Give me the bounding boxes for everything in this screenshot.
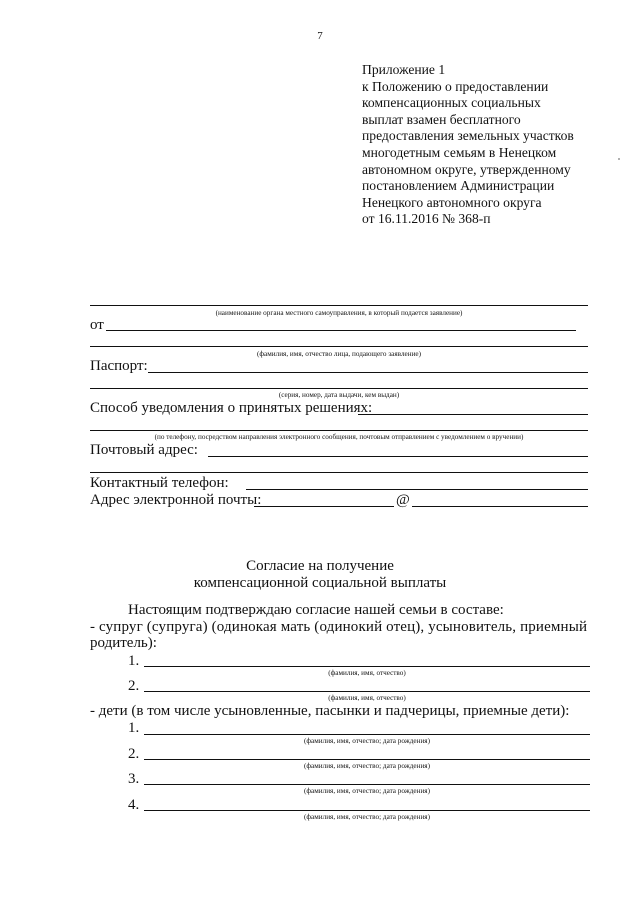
child-hint: (фамилия, имя, отчество; дата рождения) xyxy=(303,813,431,821)
passport-label: Паспорт: xyxy=(90,358,148,374)
child-name-field[interactable] xyxy=(144,759,590,760)
page-number: 7 xyxy=(317,30,323,42)
child-number: 3. xyxy=(128,771,140,787)
email-domain-field[interactable] xyxy=(412,506,588,507)
address-label: Почтовый адрес: xyxy=(90,442,198,458)
appendix-line: автономном округе, утвержденному xyxy=(362,161,571,177)
notify-field-2[interactable] xyxy=(90,430,588,431)
scan-speck xyxy=(618,158,620,160)
appendix-line: многодетным семьям в Ненецком xyxy=(362,144,557,160)
email-label: Адрес электронной почты: xyxy=(90,492,262,508)
spouse-label-line2: родитель): xyxy=(90,635,157,651)
child-number: 1. xyxy=(128,720,140,736)
address-field[interactable] xyxy=(208,456,588,457)
child-hint: (фамилия, имя, отчество; дата рождения) xyxy=(303,787,431,795)
appendix-line: от 16.11.2016 № 368-п xyxy=(362,211,491,227)
appendix-line: постановлением Администрации xyxy=(362,178,555,194)
from-field[interactable] xyxy=(106,330,576,331)
consent-title-line1: Согласие на получение xyxy=(246,558,394,574)
notify-label: Способ уведомления о принятых решениях: xyxy=(90,400,373,416)
applicant-name-field[interactable] xyxy=(90,346,588,347)
child-number: 4. xyxy=(128,797,140,813)
child-hint: (фамилия, имя, отчество; дата рождения) xyxy=(303,737,431,745)
appendix-line: Приложение 1 xyxy=(362,62,446,77)
passport-field-2[interactable] xyxy=(90,388,588,389)
appendix-line: Ненецкого автономного округа xyxy=(362,194,542,210)
organ-name-hint: (наименование органа местного самоуправления, в который подается заявление) xyxy=(215,309,463,317)
appendix-line: предоставления земельных участков xyxy=(362,128,574,144)
notify-hint: (по телефону, посредством направления электронного сообщения, почтовым отправлением с уведомлением о вручении) xyxy=(154,433,524,441)
organ-name-field[interactable] xyxy=(90,305,588,306)
appendix-block xyxy=(362,62,622,228)
consent-intro: Настоящим подтверждаю согласие нашей семьи в составе: xyxy=(128,602,504,618)
spouse-number: 1. xyxy=(128,653,140,669)
child-name-field[interactable] xyxy=(144,784,590,785)
phone-field[interactable] xyxy=(246,489,588,490)
at-sign: @ xyxy=(396,492,410,508)
child-name-field[interactable] xyxy=(144,734,590,735)
email-user-field[interactable] xyxy=(254,506,394,507)
phone-label: Контактный телефон: xyxy=(90,475,229,491)
passport-hint: (серия, номер, дата выдачи, кем выдан) xyxy=(278,391,400,399)
from-label: от xyxy=(90,317,104,333)
passport-field[interactable] xyxy=(148,372,588,373)
spouse-label-line1: - супруг (супруга) (одинокая мать (одинокий отец), усыновитель, приемный xyxy=(90,619,588,635)
address-field-2[interactable] xyxy=(90,472,588,473)
spouse-number: 2. xyxy=(128,678,140,694)
appendix-line: к Положению о предоставлении xyxy=(362,78,549,94)
appendix-line: компенсационных социальных xyxy=(362,95,541,111)
spouse-hint: (фамилия, имя, отчество) xyxy=(328,669,406,677)
consent-title-line2: компенсационной социальной выплаты xyxy=(193,575,447,591)
children-label: - дети (в том числе усыновленные, пасынки и падчерицы, приемные дети): xyxy=(90,703,570,719)
notify-field[interactable] xyxy=(358,414,588,415)
appendix-line: выплат взамен бесплатного xyxy=(362,111,521,127)
child-name-field[interactable] xyxy=(144,810,590,811)
child-hint: (фамилия, имя, отчество; дата рождения) xyxy=(303,762,431,770)
spouse-name-field[interactable] xyxy=(144,691,590,692)
spouse-name-field[interactable] xyxy=(144,666,590,667)
applicant-name-hint: (фамилия, имя, отчество лица, подающего заявление) xyxy=(256,350,422,358)
spouse-hint: (фамилия, имя, отчество) xyxy=(328,694,406,702)
child-number: 2. xyxy=(128,746,140,762)
